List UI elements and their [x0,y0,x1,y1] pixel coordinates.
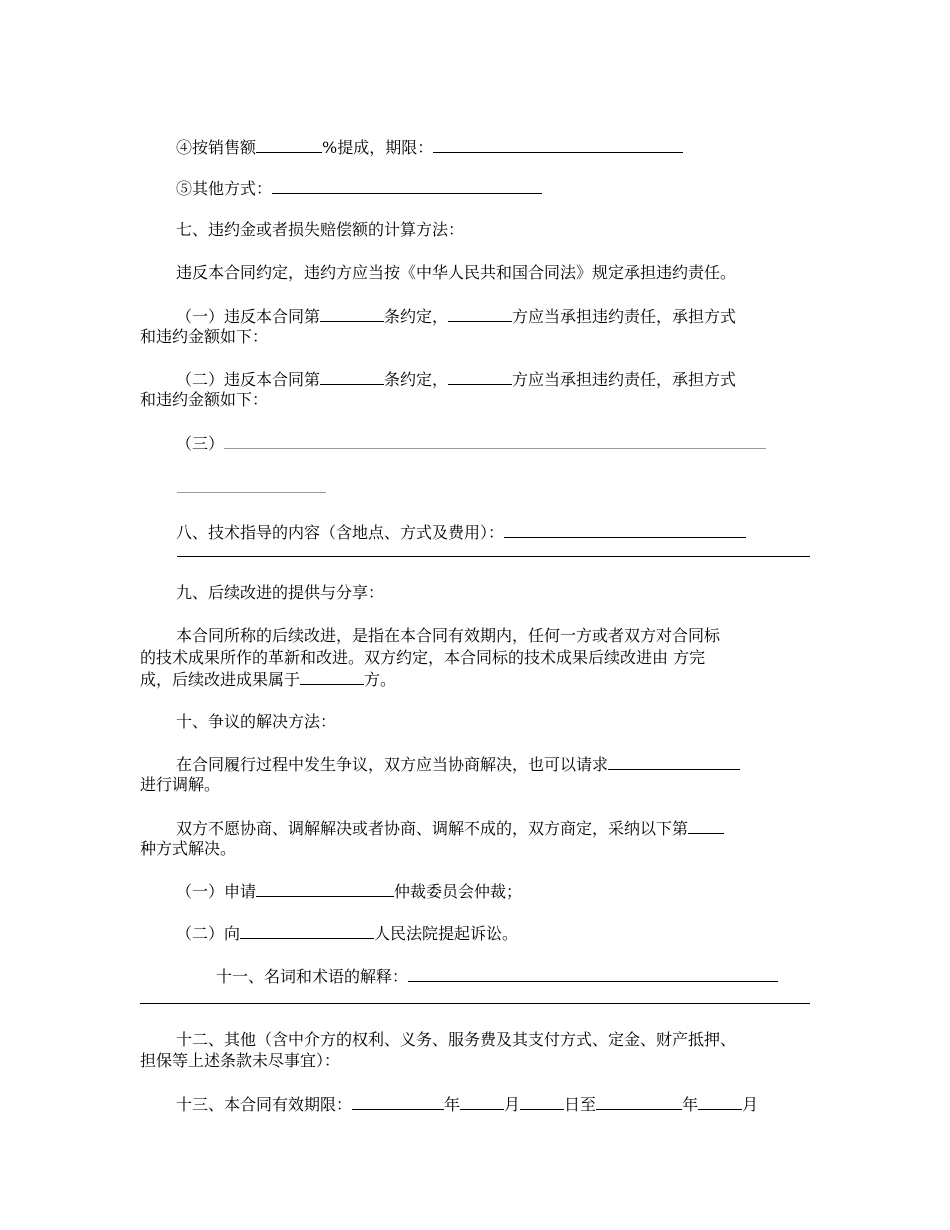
section-10-item-2 [176,922,518,945]
mediator-blank[interactable] [608,753,740,770]
s7-3-label: （三） [176,434,225,453]
item-5-line [176,177,542,200]
section-8-line [176,521,746,544]
tech-guidance-blank[interactable] [504,521,746,538]
section-7-item-2 [176,368,736,391]
section-12-line-1: 十二、其他（含中介方的权利、义务、服务费及其支付方式、定金、财产抵押、 [176,1030,737,1049]
section-12-line-2: 担保等上述条款未尽事宜）： [140,1051,341,1070]
other-method-blank[interactable] [272,177,542,194]
section-7-text: 违反本合同约定，违约方应当按《中华人民共和国合同法》规定承担违约责任。 [176,263,737,282]
section-9-para-line-1: 本合同所称的后续改进，是指在本合同有效期内，任何一方或者双方对合同标 [176,626,721,645]
s7-1-text-c: 方应当承担违约责任，承担方式 [512,307,737,326]
s7-2-text-a: （二）违反本合同第 [176,370,321,389]
s10-p2-text: 双方不愿协商、调解解决或者协商、调解不成的，双方商定，采纳以下第 [176,819,689,838]
section-10-para-1-cont: 进行调解。 [140,775,221,794]
s7-3-blank[interactable] [224,432,766,449]
terms-blank[interactable] [408,965,778,982]
section-8-title: 八、技术指导的内容（含地点、方式及费用）： [176,523,505,542]
s10-2-text-b: 人民法院提起诉讼。 [374,924,519,943]
start-year-label: 年 [444,1095,461,1114]
section-7-item-1-cont: 和违约金额如下： [140,327,269,346]
section-10-item-1 [176,880,522,903]
s10-1-text-a: （一）申请 [176,882,257,901]
s7-1-party-blank[interactable] [448,305,512,322]
section-10-title: 十、争议的解决方法： [176,712,337,731]
end-month-label: 月 [742,1095,759,1114]
method-number-blank[interactable] [688,817,724,834]
s7-1-clause-blank[interactable] [320,305,384,322]
s10-2-text-a: （二）向 [176,924,241,943]
s7-1-text-b: 条约定， [384,307,449,326]
section-13-line [176,1093,758,1116]
improvement-owner-blank[interactable] [300,668,364,685]
arbitration-blank[interactable] [256,880,394,897]
tech-guidance-blank-line-2[interactable] [177,556,810,557]
section-10-para-1 [176,753,740,776]
term-blank[interactable] [433,136,683,153]
start-month-blank[interactable] [460,1093,504,1110]
start-day-label: 日至 [564,1095,597,1114]
item-4-line [176,136,683,159]
section-9-para-line-2: 的技术成果所作的革新和改进。双方约定，本合同标的技术成果后续改进由 方完 [140,648,706,667]
end-year-label: 年 [682,1095,699,1114]
section-9-para-line-3 [140,668,396,691]
section-11-line [216,965,778,988]
section-7-item-2-cont: 和违约金额如下： [140,390,269,409]
terms-blank-line-2[interactable] [140,1003,810,1004]
s7-2-text-b: 条约定， [384,370,449,389]
s7-3-blank-continued[interactable] [177,492,326,493]
start-year-blank[interactable] [352,1093,444,1110]
s10-p1-text: 在合同履行过程中发生争议，双方应当协商解决，也可以请求 [176,755,609,774]
item-4-label: ④按销售额 [176,138,257,157]
section-7-title: 七、违约金或者损失赔偿额的计算方法： [176,220,465,239]
section-10-para-2 [176,817,724,840]
s7-2-clause-blank[interactable] [320,368,384,385]
section-13-title: 十三、本合同有效期限： [176,1095,353,1114]
s9-text-a: 成，后续改进成果属于 [140,670,301,689]
start-day-blank[interactable] [520,1093,564,1110]
item-5-label: ⑤其他方式： [176,179,273,198]
s7-2-text-c: 方应当承担违约责任，承担方式 [512,370,737,389]
section-11-title: 十一、名词和术语的解释： [216,967,409,986]
start-month-label: 月 [504,1095,521,1114]
s7-1-text-a: （一）违反本合同第 [176,307,321,326]
end-month-blank[interactable] [698,1093,742,1110]
s9-text-b: 方。 [364,670,397,689]
end-year-blank[interactable] [596,1093,682,1110]
item-4-percent-text: %提成，期限： [322,138,434,157]
s7-2-party-blank[interactable] [448,368,512,385]
s10-1-text-b: 仲裁委员会仲裁； [394,882,523,901]
section-7-item-1 [176,305,736,328]
court-blank[interactable] [240,922,374,939]
percent-blank[interactable] [256,136,322,153]
section-9-title: 九、后续改进的提供与分享： [176,583,385,602]
section-10-para-2-cont: 种方式解决。 [140,839,237,858]
section-7-item-3 [176,432,766,455]
